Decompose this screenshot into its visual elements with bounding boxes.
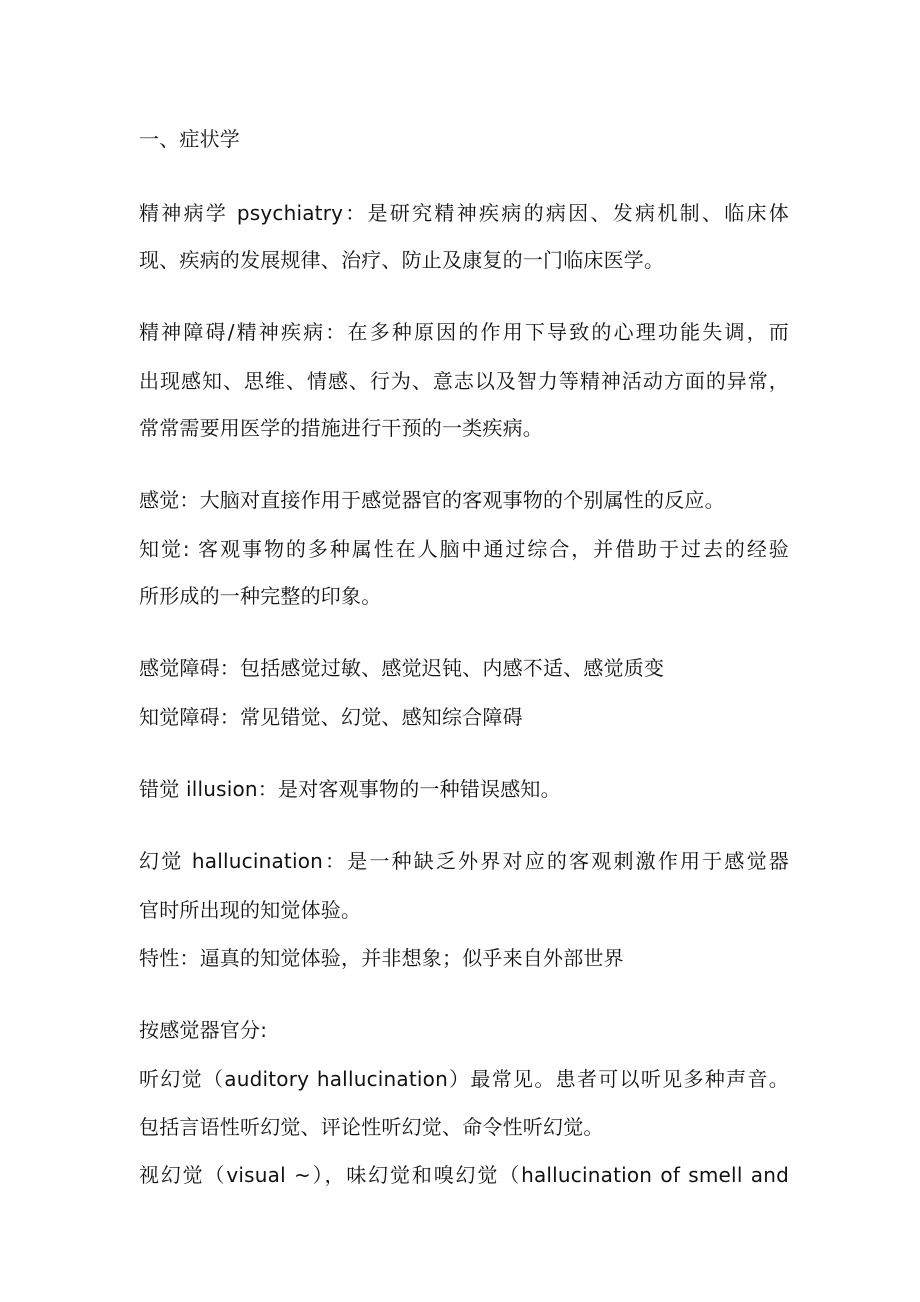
sensory-disorder-line: 感觉障碍：包括感觉过敏、感觉迟钝、内感不适、感觉质变 [139,656,665,680]
mental-disorder-definition-line-1: 精神障碍/精神疾病：在多种原因的作用下导致的心理功能失调，而 [139,320,789,344]
visual-hallucination-line: 视幻觉（visual ~），味幻觉和嗅幻觉（hallucination of smell and [139,1163,789,1187]
illusion-definition: 错觉 illusion：是对客观事物的一种错误感知。 [139,777,561,801]
hallucination-traits: 特性：逼真的知觉体验，并非想象；似乎来自外部世界 [139,946,624,970]
perception-definition-line-2: 所形成的一种完整的印象。 [139,584,382,608]
section-heading: 一、症状学 [139,127,240,151]
auditory-hallucination-line-2: 包括言语性听幻觉、评论性听幻觉、命令性听幻觉。 [139,1115,604,1139]
hallucination-definition-line-2: 官时所出现的知觉体验。 [139,898,362,922]
psychiatry-definition-line-1: 精神病学 psychiatry：是研究精神疾病的病因、发病机制、临床体 [139,201,789,225]
hallucination-definition-line-1: 幻觉 hallucination：是一种缺乏外界对应的客观刺激作用于感觉器 [139,849,789,873]
auditory-hallucination-line-1: 听幻觉（auditory hallucination）最常见。患者可以听见多种声音。 [139,1067,789,1091]
sensation-definition: 感觉：大脑对直接作用于感觉器官的客观事物的个别属性的反应。 [139,488,725,512]
by-sense-organ-heading: 按感觉器官分: [139,1018,268,1042]
mental-disorder-definition-line-3: 常常需要用医学的措施进行干预的一类疾病。 [139,416,543,440]
perceptual-disorder-line: 知觉障碍：常见错觉、幻觉、感知综合障碍 [139,705,523,729]
mental-disorder-definition-line-2: 出现感知、思维、情感、行为、意志以及智力等精神活动方面的异常， [139,369,789,393]
psychiatry-definition-line-2: 现、疾病的发展规律、治疗、防止及康复的一门临床医学。 [139,248,665,272]
perception-definition-line-1: 知觉: 客观事物的多种属性在人脑中通过综合，并借助于过去的经验 [139,537,789,561]
